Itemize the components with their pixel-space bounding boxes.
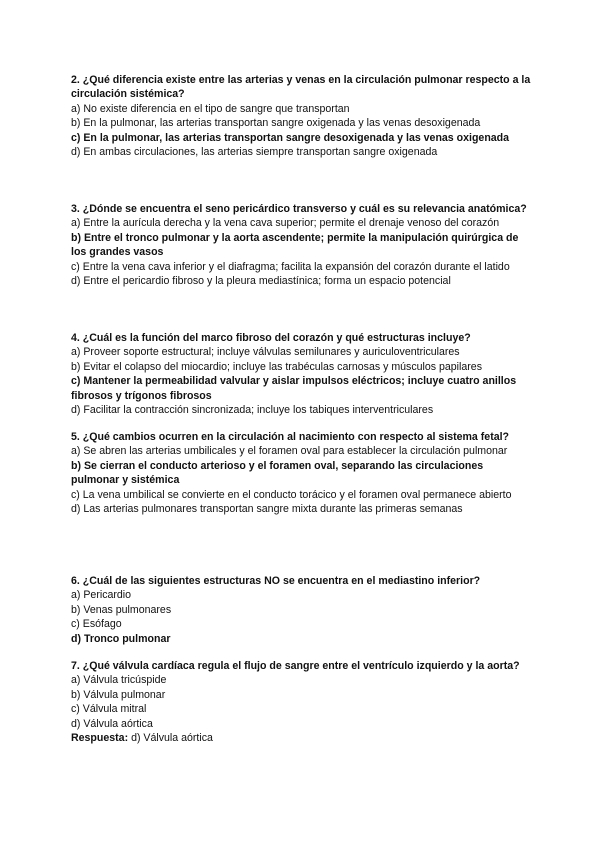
answer-line — [71, 731, 531, 745]
question-5 — [71, 430, 531, 516]
option-d: d) Entre el pericardio fibroso y la pleura mediastínica; forma un espacio potencial — [71, 275, 451, 288]
option-b: b) Evitar el colapso del miocardio; incluye las trabéculas carnosas y músculos papilares — [71, 360, 482, 373]
option-c: c) Entre la vena cava inferior y el diafragma; facilita la expansión del corazón durante el latido — [71, 260, 510, 273]
option-a: a) Se abren las arterias umbilicales y el foramen oval para establecer la circulación pulmonar — [71, 445, 508, 458]
option-d: d) En ambas circulaciones, las arterias siempre transportan sangre oxigenada — [71, 146, 438, 159]
question-title: 6. ¿Cuál de las siguientes estructuras NO se encuentra en el mediastino inferior? — [71, 575, 481, 587]
option-d-correct: d) Tronco pulmonar — [71, 632, 171, 645]
question-7 — [71, 659, 531, 745]
option-b: b) Válvula pulmonar — [71, 688, 166, 701]
answer-value: d) Válvula aórtica — [131, 732, 213, 745]
option-d: d) Las arterias pulmonares transportan sangre mixta durante las primeras semanas — [71, 503, 463, 516]
option-d: d) Facilitar la contracción sincronizada; incluye los tabiques interventriculares — [71, 404, 434, 417]
question-title: 4. ¿Cuál es la función del marco fibroso del corazón y qué estructuras incluye? — [71, 332, 471, 344]
option-b-correct: b) Se cierran el conducto arterioso y el foramen oval, separando las circulaciones pulmonar y sistémica — [71, 459, 484, 487]
option-d: d) Válvula aórtica — [71, 717, 153, 730]
option-a: a) Pericardio — [71, 589, 132, 602]
option-c: c) La vena umbilical se convierte en el conducto torácico y el foramen oval permanece abierto — [71, 488, 512, 501]
option-c: c) Válvula mitral — [71, 703, 147, 716]
answer-label: Respuesta: — [71, 732, 129, 745]
option-a: a) Válvula tricúspide — [71, 674, 167, 687]
question-title: 3. ¿Dónde se encuentra el seno pericárdico transverso y cuál es su relevancia anatómica? — [71, 203, 527, 215]
option-c-correct: c) Mantener la permeabilidad valvular y aislar impulsos eléctricos; incluye cuatro anillos fibrosos y trígonos fibrosos — [71, 375, 517, 402]
question-title: 7. ¿Qué válvula cardíaca regula el flujo de sangre entre el ventrículo izquierdo y la aorta? — [71, 660, 520, 672]
option-c-correct: c) En la pulmonar, las arterias transportan sangre desoxigenada y las venas oxigenada — [71, 131, 510, 144]
option-a: a) No existe diferencia en el tipo de sangre que transportan — [71, 102, 350, 115]
option-b: b) En la pulmonar, las arterias transportan sangre oxigenada y las venas desoxigenada — [71, 117, 481, 130]
question-4 — [71, 331, 531, 417]
question-title: 2. ¿Qué diferencia existe entre las arterias y venas en la circulación pulmonar respecto a la circulación sistémica? — [71, 74, 531, 101]
option-c: c) Esófago — [71, 618, 122, 631]
question-3 — [71, 202, 531, 288]
question-2 — [71, 73, 531, 159]
question-title: 5. ¿Qué cambios ocurren en la circulación al nacimiento con respecto al sistema fetal? — [71, 431, 510, 443]
option-b-correct: b) Entre el tronco pulmonar y la aorta ascendente; permite la manipulación quirúrgica de los grandes vasos — [71, 231, 519, 259]
question-6 — [71, 574, 531, 646]
option-b: b) Venas pulmonares — [71, 603, 172, 616]
option-a: a) Entre la aurícula derecha y la vena cava superior; permite el drenaje venoso del corazón — [71, 217, 500, 230]
option-a: a) Proveer soporte estructural; incluye válvulas semilunares y auriculoventriculares — [71, 346, 460, 359]
